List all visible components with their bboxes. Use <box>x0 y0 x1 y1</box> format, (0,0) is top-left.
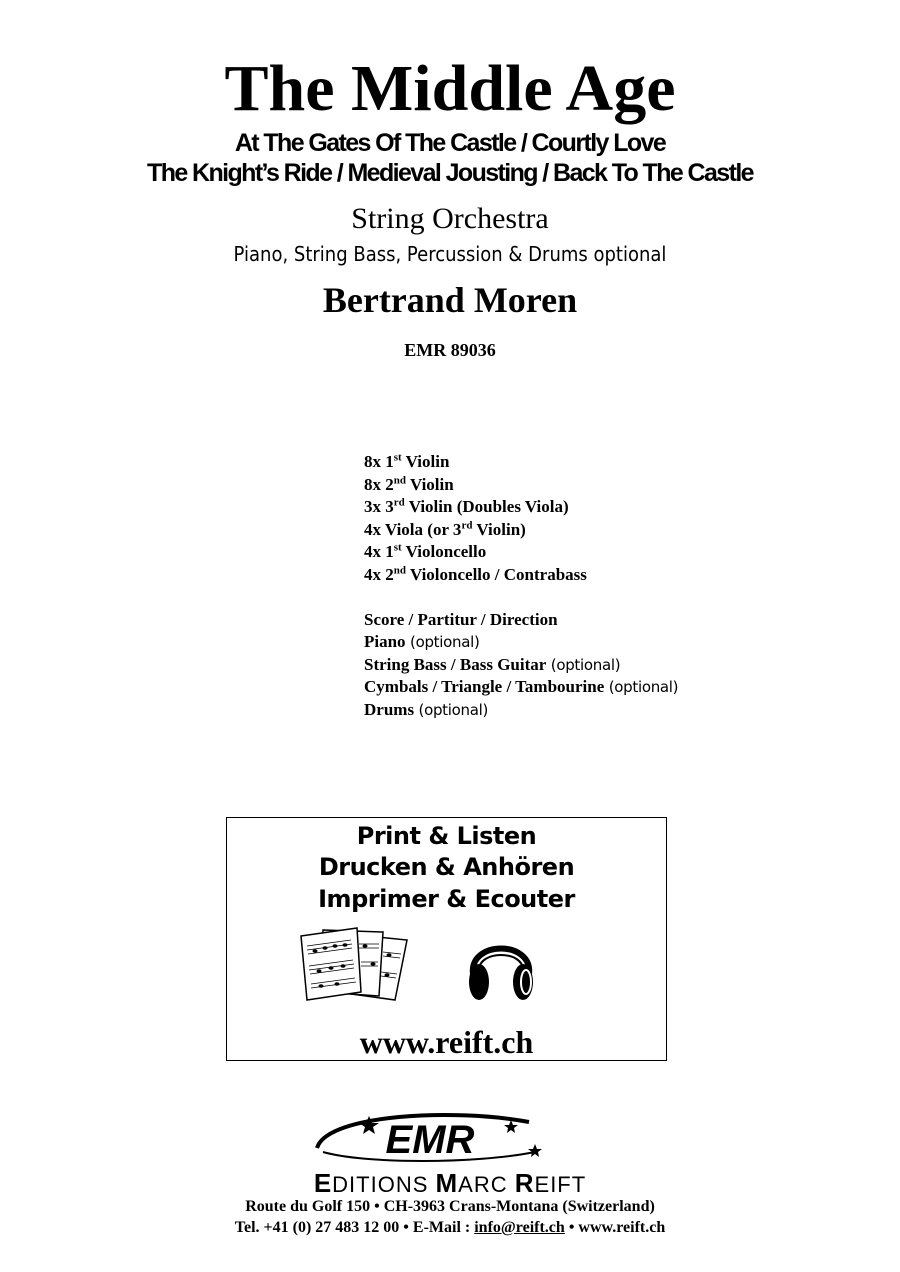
extra-part-item: String Bass / Bass Guitar (optional) <box>364 654 621 674</box>
movements-line-1: At The Gates Of The Castle / Courtly Love <box>234 129 666 157</box>
composer: Bertrand Moren <box>322 280 578 320</box>
extra-part-item: Piano (optional) <box>364 632 480 652</box>
part-item: 4x Viola (or 3rd Violin) <box>364 519 526 539</box>
email-link[interactable]: info@reift.ch <box>474 1219 565 1236</box>
publisher-address: Route du Golf 150 • CH-3963 Crans-Montana (Switzerland) <box>245 1198 655 1215</box>
extra-part-item: Drums (optional) <box>364 699 489 719</box>
part-item: 3x 3rd Violin (Doubles Viola) <box>364 496 569 517</box>
catalog-number: EMR 89036 <box>404 340 496 360</box>
emr-logo <box>305 1108 555 1168</box>
part-item: 8x 1st Violin <box>364 451 450 471</box>
promo-website[interactable]: www.reift.ch <box>359 1024 534 1060</box>
extra-part-item: Score / Partitur / Direction <box>364 609 558 629</box>
print-listen-box <box>226 817 667 1061</box>
movements-line-2: The Knight’s Ride / Medieval Jousting / Back To The Castle <box>147 159 753 187</box>
promo-line-french: Imprimer & Ecouter <box>318 885 575 913</box>
sheet-music-icon <box>299 926 411 1002</box>
part-item: 4x 2nd Violoncello / Contrabass <box>364 564 587 584</box>
part-item: 8x 2nd Violin <box>364 473 454 494</box>
headphones-icon <box>465 930 537 1006</box>
extra-part-item: Cymbals / Triangle / Tambourine (optional) <box>364 677 679 697</box>
website-link[interactable]: www.reift.ch <box>578 1219 666 1236</box>
parts-list <box>364 451 678 722</box>
promo-line-german: Drucken & Anhören <box>318 853 575 881</box>
publisher-contact: Tel. +41 (0) 27 483 12 00 • E-Mail : info@reift.ch • www.reift.ch <box>234 1219 666 1236</box>
page-title: The Middle Age <box>224 52 676 125</box>
publisher-name: EDITIONS MARC REIFT <box>313 1168 587 1198</box>
part-item: 4x 1st Violoncello <box>364 541 487 562</box>
emr-logo-text: EMR <box>385 1118 475 1162</box>
ensemble: String Orchestra <box>351 202 549 235</box>
optional-instruments: Piano, String Bass, Percussion & Drums optional <box>233 242 667 266</box>
promo-line-english: Print & Listen <box>356 822 537 850</box>
phone: Tel. +41 (0) 27 483 12 00 <box>234 1219 400 1236</box>
